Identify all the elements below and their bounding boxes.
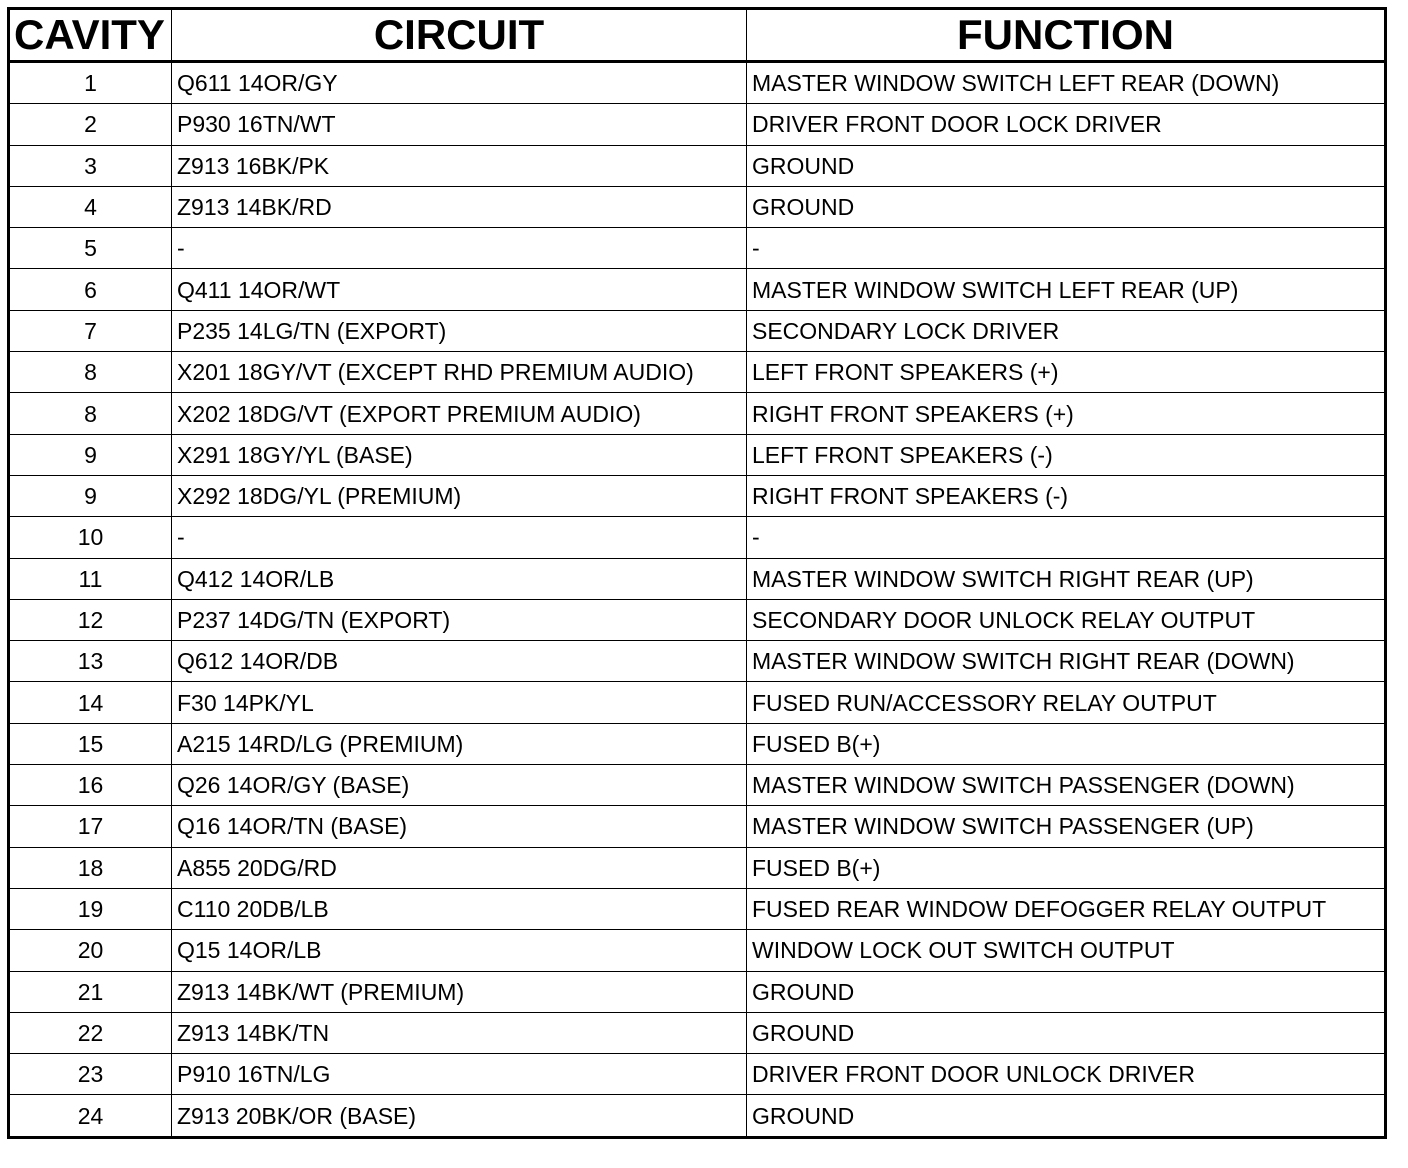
circuit-cell: F30 14PK/YL (172, 682, 747, 723)
cavity-cell: 18 (9, 847, 172, 888)
function-cell: GROUND (747, 1012, 1386, 1053)
function-cell: LEFT FRONT SPEAKERS (+) (747, 352, 1386, 393)
circuit-cell: - (172, 228, 747, 269)
circuit-header: CIRCUIT (172, 9, 747, 62)
table-row (9, 1095, 1386, 1137)
table-row (9, 1012, 1386, 1053)
circuit-cell: Z913 14BK/WT (PREMIUM) (172, 971, 747, 1012)
circuit-cell: Q16 14OR/TN (BASE) (172, 806, 747, 847)
circuit-cell: Q411 14OR/WT (172, 269, 747, 310)
function-cell: SECONDARY DOOR UNLOCK RELAY OUTPUT (747, 599, 1386, 640)
function-cell: MASTER WINDOW SWITCH RIGHT REAR (UP) (747, 558, 1386, 599)
table-row (9, 1054, 1386, 1095)
table-row (9, 971, 1386, 1012)
table-row (9, 186, 1386, 227)
cavity-cell: 21 (9, 971, 172, 1012)
connector-pinout-table (7, 7, 1387, 1139)
function-cell: LEFT FRONT SPEAKERS (-) (747, 434, 1386, 475)
table-row (9, 310, 1386, 351)
cavity-cell: 11 (9, 558, 172, 599)
circuit-cell: Z913 14BK/TN (172, 1012, 747, 1053)
table-body (9, 62, 1386, 1138)
function-cell: DRIVER FRONT DOOR UNLOCK DRIVER (747, 1054, 1386, 1095)
cavity-cell: 16 (9, 765, 172, 806)
function-cell: RIGHT FRONT SPEAKERS (-) (747, 475, 1386, 516)
cavity-cell: 13 (9, 641, 172, 682)
cavity-cell: 2 (9, 104, 172, 145)
function-cell: GROUND (747, 971, 1386, 1012)
function-cell: MASTER WINDOW SWITCH LEFT REAR (UP) (747, 269, 1386, 310)
table-row (9, 723, 1386, 764)
circuit-cell: Q412 14OR/LB (172, 558, 747, 599)
function-cell: MASTER WINDOW SWITCH RIGHT REAR (DOWN) (747, 641, 1386, 682)
circuit-cell: X291 18GY/YL (BASE) (172, 434, 747, 475)
table-row (9, 765, 1386, 806)
function-cell: MASTER WINDOW SWITCH LEFT REAR (DOWN) (747, 62, 1386, 104)
table-row (9, 517, 1386, 558)
table-row (9, 475, 1386, 516)
function-cell: MASTER WINDOW SWITCH PASSENGER (UP) (747, 806, 1386, 847)
table-row (9, 104, 1386, 145)
cavity-cell: 6 (9, 269, 172, 310)
circuit-cell: - (172, 517, 747, 558)
circuit-cell: P235 14LG/TN (EXPORT) (172, 310, 747, 351)
circuit-cell: Z913 14BK/RD (172, 186, 747, 227)
function-cell: GROUND (747, 1095, 1386, 1137)
circuit-cell: Q611 14OR/GY (172, 62, 747, 104)
cavity-cell: 17 (9, 806, 172, 847)
cavity-cell: 15 (9, 723, 172, 764)
circuit-cell: Q26 14OR/GY (BASE) (172, 765, 747, 806)
function-cell: GROUND (747, 186, 1386, 227)
cavity-cell: 9 (9, 434, 172, 475)
cavity-cell: 3 (9, 145, 172, 186)
function-cell: - (747, 517, 1386, 558)
cavity-cell: 19 (9, 888, 172, 929)
function-cell: GROUND (747, 145, 1386, 186)
circuit-cell: P930 16TN/WT (172, 104, 747, 145)
circuit-cell: X201 18GY/VT (EXCEPT RHD PREMIUM AUDIO) (172, 352, 747, 393)
cavity-cell: 14 (9, 682, 172, 723)
table-row (9, 434, 1386, 475)
function-cell: WINDOW LOCK OUT SWITCH OUTPUT (747, 930, 1386, 971)
cavity-cell: 20 (9, 930, 172, 971)
cavity-cell: 8 (9, 352, 172, 393)
table-row (9, 558, 1386, 599)
function-cell: FUSED REAR WINDOW DEFOGGER RELAY OUTPUT (747, 888, 1386, 929)
circuit-cell: C110 20DB/LB (172, 888, 747, 929)
table-row (9, 269, 1386, 310)
function-cell: SECONDARY LOCK DRIVER (747, 310, 1386, 351)
table-row (9, 930, 1386, 971)
table-row (9, 888, 1386, 929)
function-cell: FUSED B(+) (747, 723, 1386, 764)
function-cell: DRIVER FRONT DOOR LOCK DRIVER (747, 104, 1386, 145)
circuit-cell: A215 14RD/LG (PREMIUM) (172, 723, 747, 764)
cavity-cell: 24 (9, 1095, 172, 1137)
table-row (9, 62, 1386, 104)
circuit-cell: A855 20DG/RD (172, 847, 747, 888)
cavity-cell: 4 (9, 186, 172, 227)
function-cell: FUSED RUN/ACCESSORY RELAY OUTPUT (747, 682, 1386, 723)
cavity-cell: 1 (9, 62, 172, 104)
circuit-cell: X202 18DG/VT (EXPORT PREMIUM AUDIO) (172, 393, 747, 434)
table-row (9, 641, 1386, 682)
circuit-cell: Q612 14OR/DB (172, 641, 747, 682)
function-cell: MASTER WINDOW SWITCH PASSENGER (DOWN) (747, 765, 1386, 806)
cavity-cell: 23 (9, 1054, 172, 1095)
cavity-header: CAVITY (9, 9, 172, 62)
cavity-cell: 5 (9, 228, 172, 269)
table-row (9, 599, 1386, 640)
table-row (9, 806, 1386, 847)
table-row (9, 847, 1386, 888)
circuit-cell: P237 14DG/TN (EXPORT) (172, 599, 747, 640)
table-row (9, 393, 1386, 434)
table-row (9, 145, 1386, 186)
cavity-cell: 7 (9, 310, 172, 351)
cavity-cell: 8 (9, 393, 172, 434)
function-cell: RIGHT FRONT SPEAKERS (+) (747, 393, 1386, 434)
cavity-cell: 22 (9, 1012, 172, 1053)
function-cell: - (747, 228, 1386, 269)
function-cell: FUSED B(+) (747, 847, 1386, 888)
cavity-cell: 10 (9, 517, 172, 558)
cavity-cell: 9 (9, 475, 172, 516)
cavity-cell: 12 (9, 599, 172, 640)
circuit-cell: P910 16TN/LG (172, 1054, 747, 1095)
function-header: FUNCTION (747, 9, 1386, 62)
table-row (9, 682, 1386, 723)
circuit-cell: Z913 16BK/PK (172, 145, 747, 186)
circuit-cell: Z913 20BK/OR (BASE) (172, 1095, 747, 1137)
table-row (9, 352, 1386, 393)
circuit-cell: X292 18DG/YL (PREMIUM) (172, 475, 747, 516)
header-row (9, 9, 1386, 62)
table-row (9, 228, 1386, 269)
circuit-cell: Q15 14OR/LB (172, 930, 747, 971)
